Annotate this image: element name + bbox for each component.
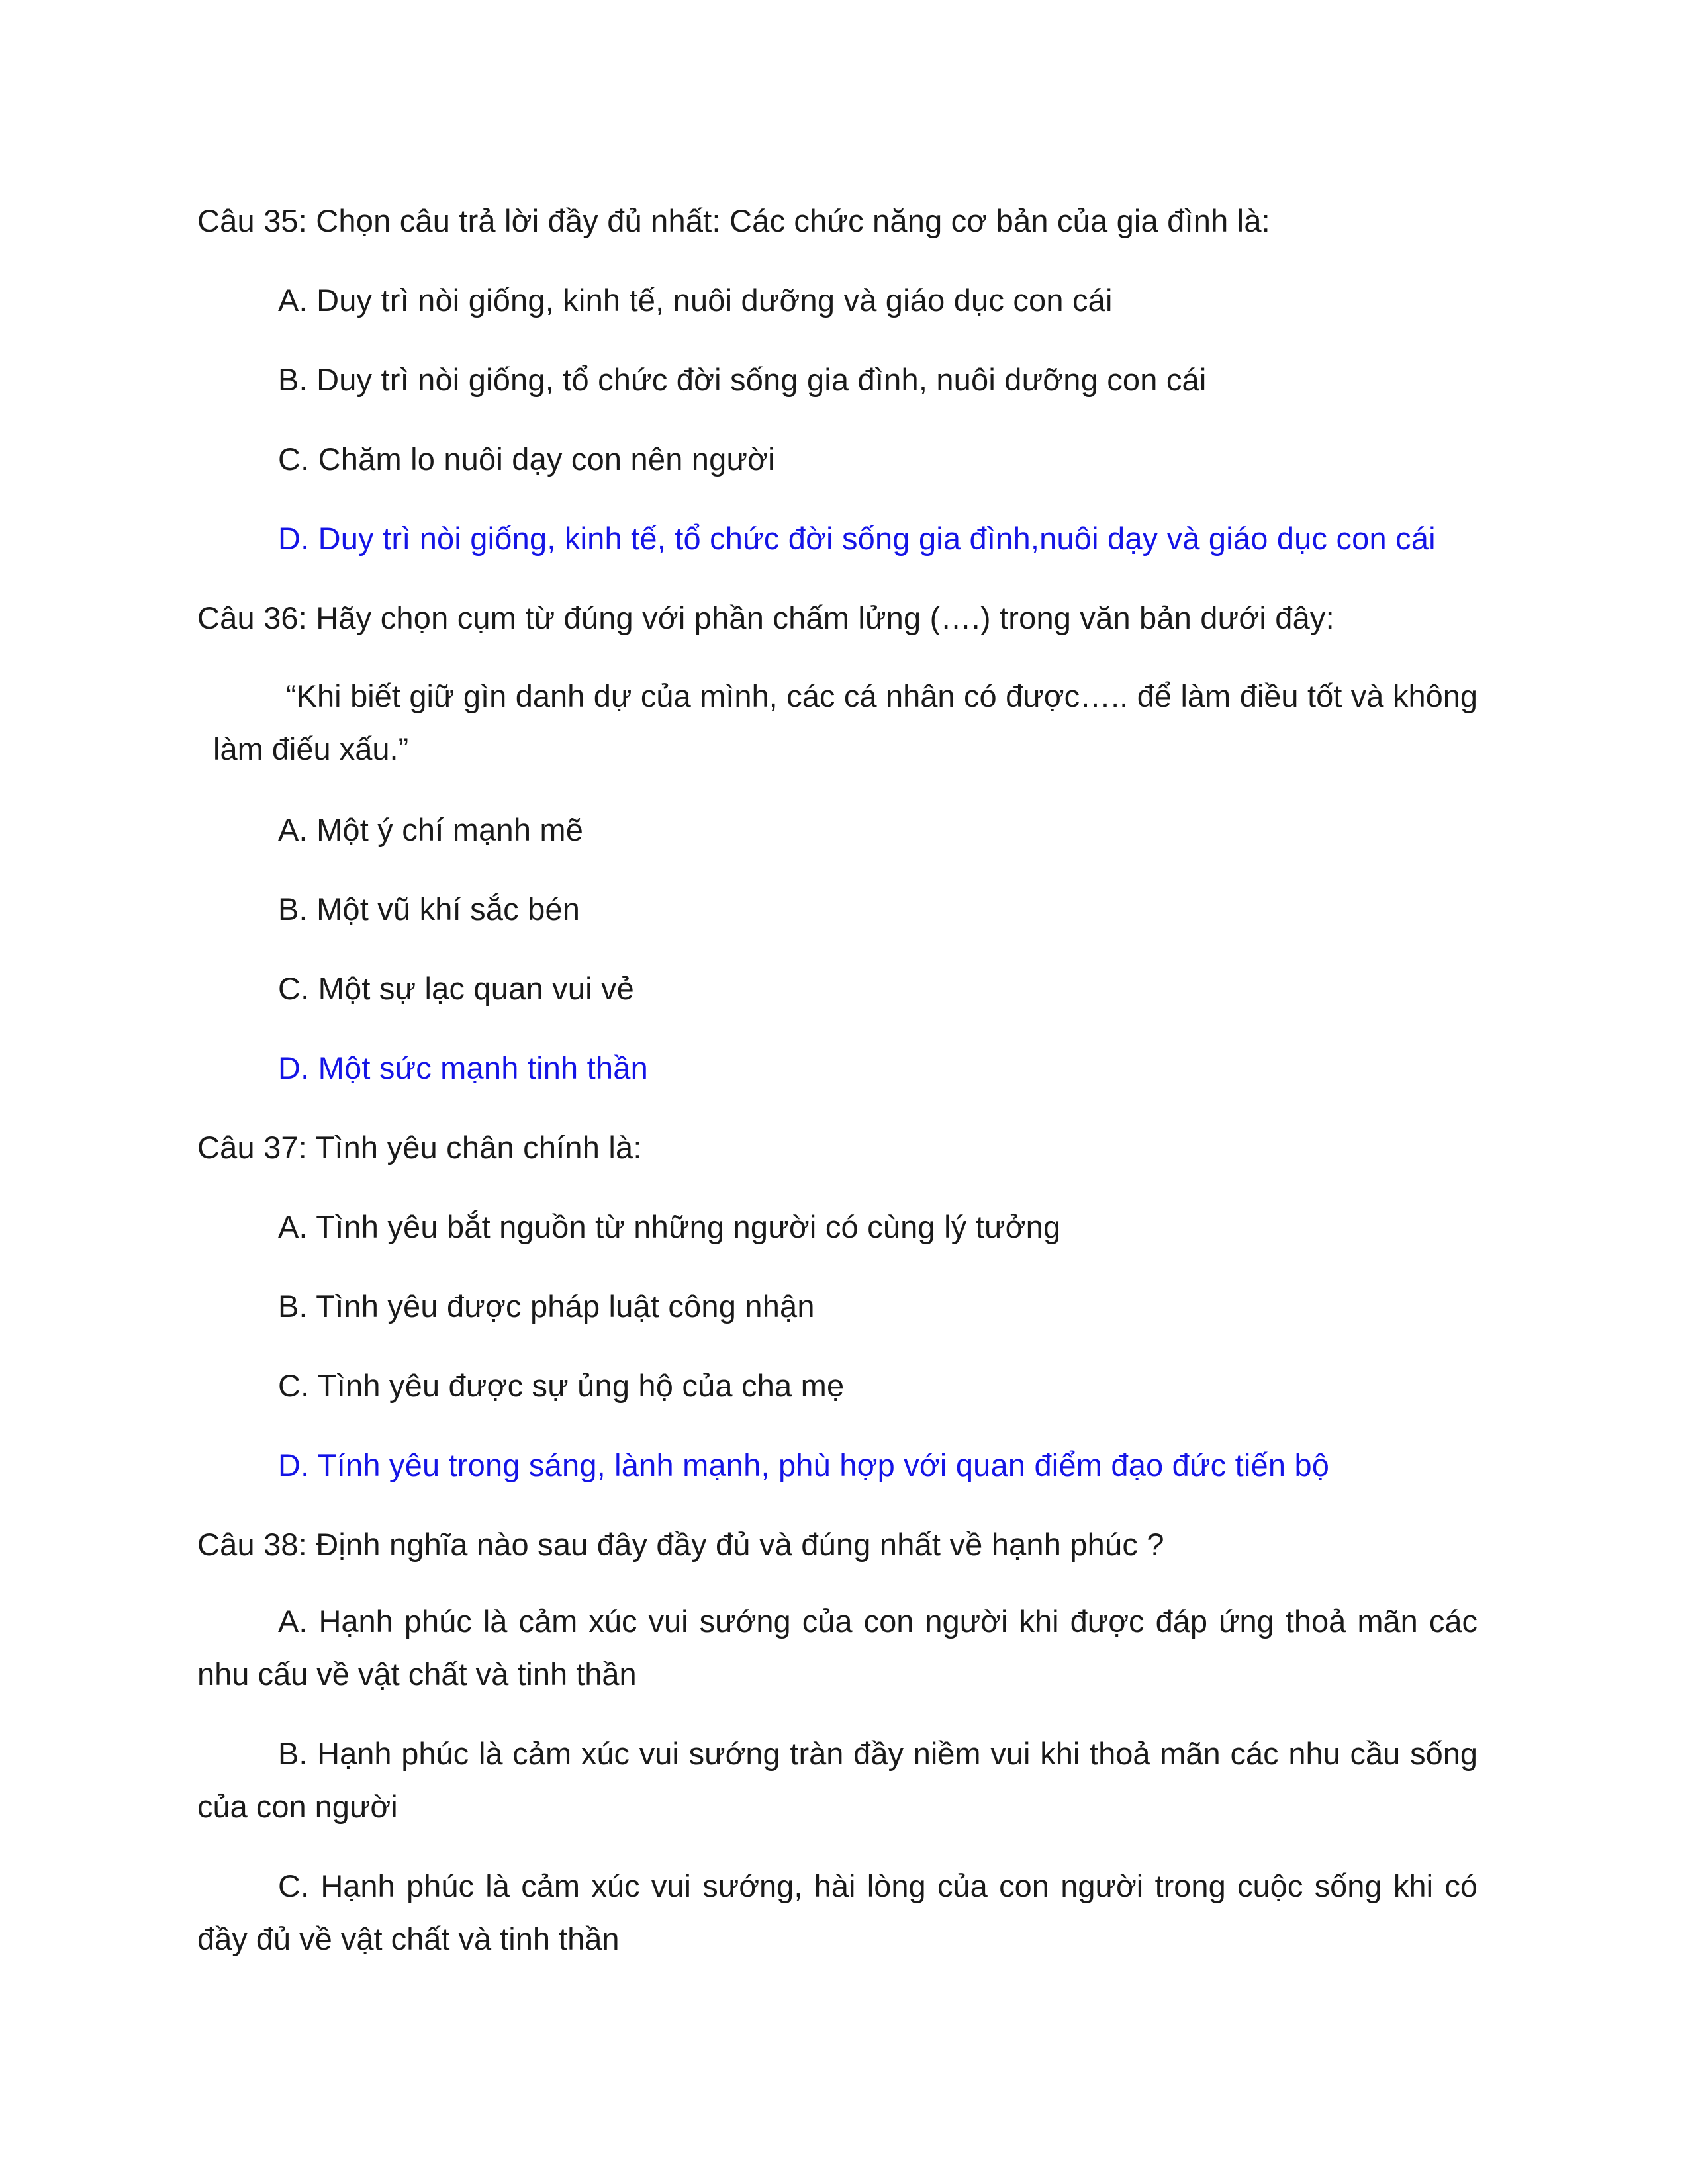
- q37-option-a: A. Tình yêu bắt nguồn từ những người có cùng lý tưởng: [278, 1209, 1061, 1244]
- q35-option-a: A. Duy trì nòi giống, kinh tế, nuôi dưỡng và giáo dục con cái: [278, 283, 1113, 318]
- q38-option-a: A. Hạnh phúc là cảm xúc vui sướng của con người khi được đáp ứng thoả mãn các nhu cấu về vật chất và tinh thần: [197, 1604, 1477, 1692]
- question-35: Câu 35: Chọn câu trả lời đầy đủ nhất: Các chức năng cơ bản của gia đình là:: [197, 203, 1270, 238]
- q35-option-d-answer: D. Duy trì nòi giống, kinh tế, tổ chức đời sống gia đình,nuôi dạy và giáo dục con cái: [278, 521, 1436, 556]
- question-36: Câu 36: Hãy chọn cụm từ đúng với phần chấm lửng (….) trong văn bản dưới đây:: [197, 600, 1335, 635]
- question-38: Câu 38: Định nghĩa nào sau đây đầy đủ và đúng nhất về hạnh phúc ?: [197, 1527, 1164, 1562]
- q38-option-b: B. Hạnh phúc là cảm xúc vui sướng tràn đầy niềm vui khi thoả mãn các nhu cầu sống của con người: [197, 1736, 1477, 1824]
- q36-option-b: B. Một vũ khí sắc bén: [278, 891, 581, 927]
- q37-option-d-answer: D. Tính yêu trong sáng, lành mạnh, phù hợp với quan điểm đạo đức tiến bộ: [278, 1447, 1330, 1482]
- q36-quote: “Khi biết giữ gìn danh dự của mình, các cá nhân có được….. để làm điều tốt và không làm điếu xấu.”: [213, 678, 1477, 766]
- q37-option-b: B. Tình yêu được pháp luật công nhận: [278, 1289, 815, 1324]
- q36-option-d-answer: D. Một sức mạnh tinh thần: [278, 1050, 648, 1085]
- q36-option-a: A. Một ý chí mạnh mẽ: [278, 812, 584, 847]
- q38-option-c: C. Hạnh phúc là cảm xúc vui sướng, hài lòng của con người trong cuộc sống khi có đầy đủ về vật chất và tinh thần: [197, 1868, 1477, 1956]
- q36-option-c: C. Một sự lạc quan vui vẻ: [278, 971, 635, 1006]
- q35-option-b: B. Duy trì nòi giống, tổ chức đời sống gia đình, nuôi dưỡng con cái: [278, 362, 1207, 397]
- q37-option-c: C. Tình yêu được sự ủng hộ của cha mẹ: [278, 1368, 845, 1403]
- q35-option-c: C. Chăm lo nuôi dạy con nên người: [278, 441, 775, 477]
- question-37: Câu 37: Tình yêu chân chính là:: [197, 1130, 642, 1165]
